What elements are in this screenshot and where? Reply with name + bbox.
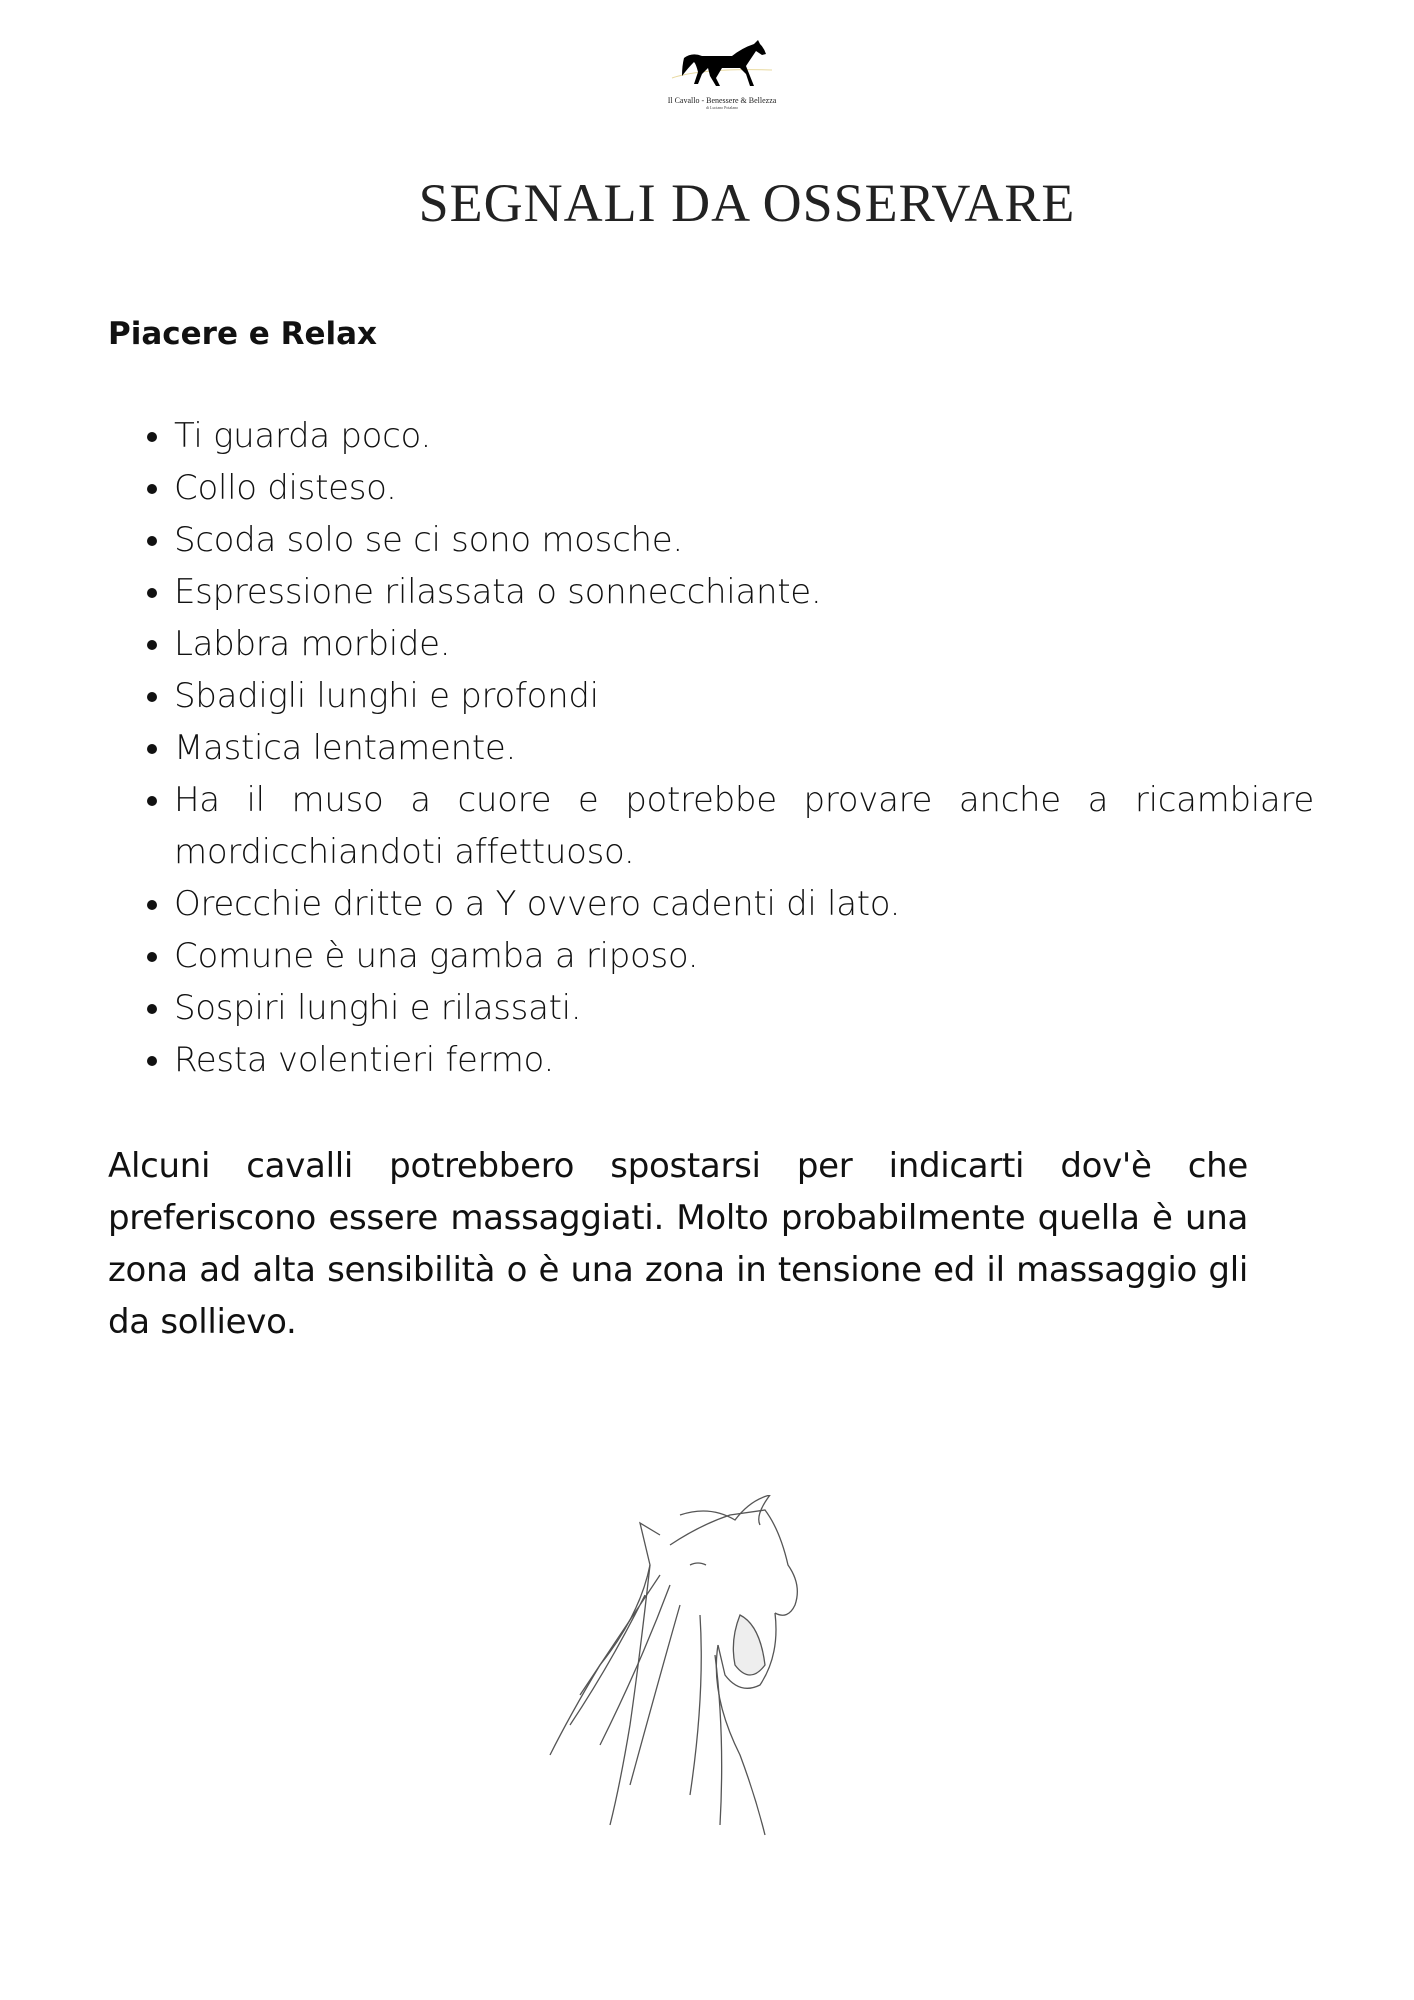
section-heading: Piacere e Relax xyxy=(108,316,378,352)
logo xyxy=(648,38,796,118)
page-title: SEGNALI DA OSSERVARE xyxy=(418,173,1076,233)
list-item: • Espressione rilassata o sonnecchiante. xyxy=(174,566,1314,618)
list-item: • Comune è una gamba a riposo. xyxy=(174,930,1314,982)
list-item: • Sbadigli lunghi e profondi xyxy=(174,670,1314,722)
list-item: • Orecchie dritte o a Y ovvero cadenti di lato. xyxy=(174,878,1314,930)
signals-list xyxy=(108,410,1314,1086)
list-item: • Collo disteso. xyxy=(174,462,1314,514)
logo-subtext: di Luciano Potalano xyxy=(705,105,739,110)
list-item: • Mastica lentamente. xyxy=(174,722,1314,774)
list-item: • Labbra morbide. xyxy=(174,618,1314,670)
list-item: • Ti guarda poco. xyxy=(174,410,1314,462)
list-item: • Resta volentieri fermo. xyxy=(174,1034,1314,1086)
yawning-horse-illustration xyxy=(540,1495,880,1840)
list-item: • Scoda solo se ci sono mosche. xyxy=(174,514,1314,566)
list-item: • Sospiri lunghi e rilassati. xyxy=(174,982,1314,1034)
horse-logo-icon xyxy=(662,38,782,94)
logo-text: Il Cavallo - Benessere & Bellezza xyxy=(667,96,777,105)
body-paragraph: Alcuni cavalli potrebbero spostarsi per indicarti dov'è che preferiscono essere massaggiati. Molto probabilmente quella è una zona ad alta sensibilità o è una zona in tensione ed il massaggio gli da sollievo. xyxy=(108,1146,1248,1342)
list-item: • Ha il muso a cuore e potrebbe provare anche a ricambiare mordicchiandoti affettuoso. xyxy=(174,774,1314,878)
